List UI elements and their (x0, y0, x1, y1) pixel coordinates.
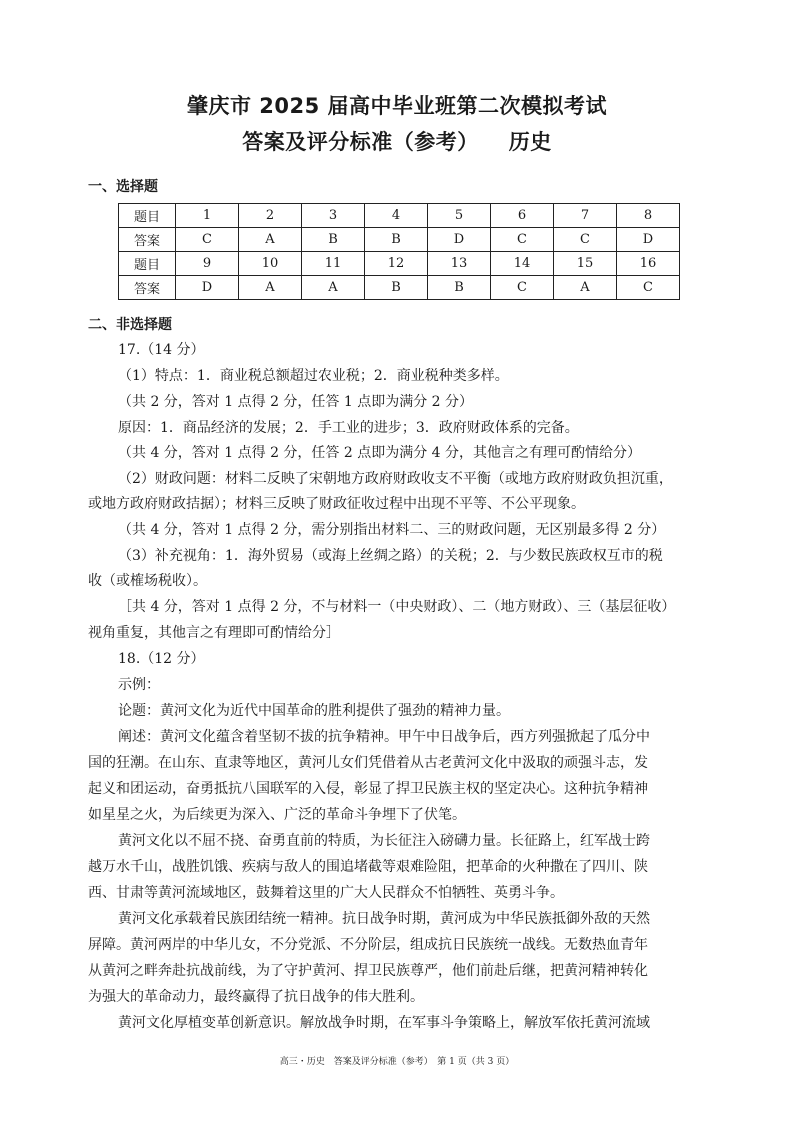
table-row (119, 276, 680, 300)
text-line: 原因：1．商品经济的发展；2．手工业的进步；3．政府财政体系的完备。 (118, 420, 579, 436)
table-row (119, 204, 680, 228)
table-cell: 5 (428, 204, 491, 228)
table-row (119, 228, 680, 252)
table-cell: C (176, 228, 239, 252)
text-line: 国的狂潮。在山东、直隶等地区，黄河儿女们凭借着从古老黄河文化中汲取的顽强斗志，发 (88, 755, 648, 771)
table-cell: 2 (239, 204, 302, 228)
text-line: （共 2 分，答对 1 点得 2 分，任答 1 点即为满分 2 分） (118, 394, 474, 410)
page-footer: 高三・历史 答案及评分标准（参考） 第 1 页（共 3 页） (279, 1057, 515, 1067)
text-line: ［共 4 分，答对 1 点得 2 分，不与材料一（中央财政）、二（地方财政）、三（基层征收） (118, 599, 676, 615)
text-line: 西、甘肃等黄河流域地区，鼓舞着这里的广大人民群众不怕牺牲、英勇斗争。 (88, 885, 564, 901)
table-cell: 3 (302, 204, 365, 228)
text-line: 或地方政府财政拮据）；材料三反映了财政征收过程中出现不平等、不公平现象。 (88, 496, 585, 512)
table-cell: A (239, 276, 302, 300)
table-cell: 16 (617, 252, 680, 276)
table-row (119, 252, 680, 276)
table-cell: D (428, 228, 491, 252)
table-cell: 1 (176, 204, 239, 228)
text-line: 视角重复，其他言之有理即可酌情给分］ (88, 625, 340, 641)
table-header-cell: 题目 (119, 252, 176, 276)
text-line: （2）财政问题：材料二反映了宋朝地方政府财政收支不平衡（或地方政府财政负担沉重， (118, 471, 673, 487)
table-cell: A (302, 276, 365, 300)
table-cell: 13 (428, 252, 491, 276)
subtitle-subject: 历史 (508, 130, 552, 154)
text-line: 黄河文化以不屈不挠、奋勇直前的特质，为长征注入磅礴力量。长征路上，红军战士跨 (118, 833, 650, 849)
text-line: 如星星之火，为后续更为深入、广泛的革命斗争埋下了伏笔。 (88, 807, 466, 823)
table-cell: 14 (491, 252, 554, 276)
table-cell: B (365, 228, 428, 252)
table-cell: B (428, 276, 491, 300)
table-cell: 11 (302, 252, 365, 276)
question-17-heading: 17.（14 分） (118, 342, 205, 358)
table-cell: C (617, 276, 680, 300)
text-line: （共 4 分，答对 1 点得 2 分，任答 2 点即为满分 4 分，其他言之有理可酌情给分） (118, 445, 642, 461)
table-cell: 7 (554, 204, 617, 228)
document-title: 肇庆市 2025 届高中毕业班第二次模拟考试 (186, 94, 608, 118)
subtitle-left: 答案及评分标准（参考） (242, 130, 479, 154)
table-cell: C (491, 276, 554, 300)
table-cell: C (491, 228, 554, 252)
section-heading-choice: 一、选择题 (88, 179, 158, 195)
table-header-cell: 答案 (119, 276, 176, 300)
text-line: （3）补充视角：1．海外贸易（或海上丝绸之路）的关税；2．与少数民族政权互市的税 (118, 548, 663, 564)
text-line: 论题：黄河文化为近代中国革命的胜利提供了强劲的精神力量。 (118, 703, 510, 719)
table-cell: 6 (491, 204, 554, 228)
text-line: 收（或榷场税收）。 (88, 573, 207, 589)
document-subtitle (0, 126, 794, 156)
section-heading-nonchoice: 二、非选择题 (88, 317, 172, 333)
text-line: 黄河文化承载着民族团结统一精神。抗日战争时期，黄河成为中华民族抵御外敌的天然 (118, 911, 650, 927)
text-line: 屏障。黄河两岸的中华儿女，不分党派、不分阶层，组成抗日民族统一战线。无数热血青年 (88, 937, 648, 953)
table-cell: B (302, 228, 365, 252)
table-cell: C (554, 228, 617, 252)
text-line: 从黄河之畔奔赴抗战前线，为了守护黄河、捍卫民族尊严，他们前赴后继，把黄河精神转化 (88, 963, 648, 979)
text-line: 阐述：黄河文化蕴含着坚韧不拔的抗争精神。甲午中日战争后，西方列强掀起了瓜分中 (118, 729, 650, 745)
question-18-heading: 18.（12 分） (118, 651, 205, 667)
table-cell: A (554, 276, 617, 300)
table-cell: 10 (239, 252, 302, 276)
table-cell: B (365, 276, 428, 300)
text-line: 起义和团运动，奋勇抵抗八国联军的入侵，彰显了捍卫民族主权的坚定决心。这种抗争精神 (88, 781, 648, 797)
table-cell: A (239, 228, 302, 252)
table-header-cell: 题目 (119, 204, 176, 228)
text-line: 为强大的革命动力，最终赢得了抗日战争的伟大胜利。 (88, 989, 424, 1005)
table-cell: D (176, 276, 239, 300)
text-line: 示例： (118, 677, 160, 693)
table-cell: 8 (617, 204, 680, 228)
text-line: 越万水千山，战胜饥饿、疾病与敌人的围追堵截等艰难险阻，把革命的火种撒在了四川、陕 (88, 859, 648, 875)
table-header-cell: 答案 (119, 228, 176, 252)
answer-table (118, 203, 680, 300)
table-cell: 12 (365, 252, 428, 276)
table-cell: D (617, 228, 680, 252)
text-line: （1）特点：1．商业税总额超过农业税；2．商业税种类多样。 (118, 368, 509, 384)
table-cell: 9 (176, 252, 239, 276)
table-cell: 15 (554, 252, 617, 276)
text-line: 黄河文化厚植变革创新意识。解放战争时期，在军事斗争策略上，解放军依托黄河流域 (118, 1015, 650, 1031)
table-cell: 4 (365, 204, 428, 228)
text-line: （共 4 分，答对 1 点得 2 分，需分别指出材料二、三的财政问题，无区别最多得 2 分） (118, 522, 666, 538)
